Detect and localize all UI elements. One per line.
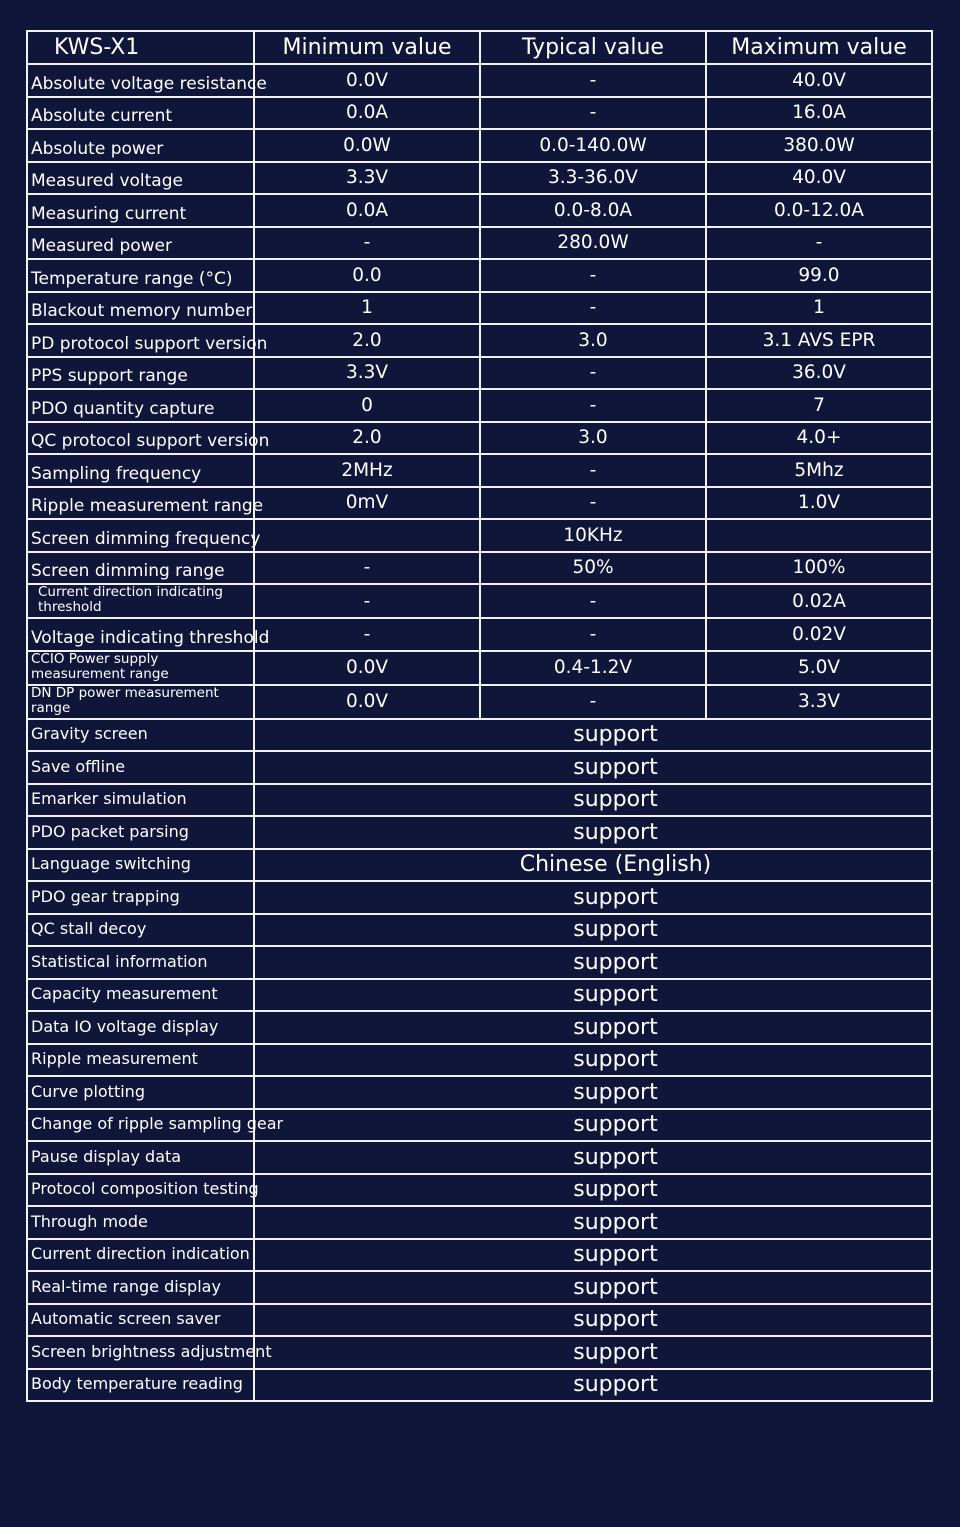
spec-min-value: 3.3V	[254, 357, 480, 390]
feature-row	[27, 719, 932, 752]
feature-label: Change of ripple sampling gear	[27, 1109, 254, 1142]
feature-row	[27, 751, 932, 784]
spec-label: Absolute voltage resistance	[27, 64, 254, 97]
feature-value: support	[254, 784, 932, 817]
spec-row	[27, 584, 932, 618]
feature-value: support	[254, 1336, 932, 1369]
spec-label: Absolute power	[27, 129, 254, 162]
spec-max-value: 380.0W	[706, 129, 932, 162]
feature-value: Chinese (English)	[254, 849, 932, 882]
spec-min-value: -	[254, 227, 480, 260]
spec-row	[27, 454, 932, 487]
spec-typ-value: -	[480, 259, 706, 292]
spec-label: Sampling frequency	[27, 454, 254, 487]
spec-typ-value: 0.0-140.0W	[480, 129, 706, 162]
feature-row	[27, 1336, 932, 1369]
feature-row	[27, 1076, 932, 1109]
feature-row	[27, 1271, 932, 1304]
spec-row	[27, 259, 932, 292]
spec-label: CCIO Power supply measurement range	[27, 651, 254, 685]
feature-label: Current direction indication	[27, 1239, 254, 1272]
spec-min-value: 0.0A	[254, 194, 480, 227]
feature-value: support	[254, 914, 932, 947]
feature-row	[27, 1141, 932, 1174]
feature-row	[27, 816, 932, 849]
spec-label: Current direction indicating threshold	[27, 584, 254, 618]
spec-label: Blackout memory number	[27, 292, 254, 325]
feature-value: support	[254, 719, 932, 752]
feature-row	[27, 1239, 932, 1272]
spec-label: DN DP power measurement range	[27, 685, 254, 719]
spec-max-value	[706, 519, 932, 552]
feature-value: support	[254, 1239, 932, 1272]
spec-label: Measured voltage	[27, 162, 254, 195]
feature-row	[27, 1011, 932, 1044]
feature-value: support	[254, 881, 932, 914]
feature-value: support	[254, 1044, 932, 1077]
spec-max-value: 0.02V	[706, 618, 932, 651]
feature-value: support	[254, 751, 932, 784]
spec-typ-value: 3.0	[480, 422, 706, 455]
feature-row	[27, 784, 932, 817]
feature-label: Through mode	[27, 1206, 254, 1239]
header-maximum: Maximum value	[706, 31, 932, 64]
feature-label: Curve plotting	[27, 1076, 254, 1109]
spec-max-value: 0.02A	[706, 584, 932, 618]
feature-value: support	[254, 1141, 932, 1174]
spec-min-value: 0.0V	[254, 685, 480, 719]
spec-max-value: 36.0V	[706, 357, 932, 390]
spec-min-value: -	[254, 618, 480, 651]
spec-label: Temperature range (°C)	[27, 259, 254, 292]
feature-label: Pause display data	[27, 1141, 254, 1174]
spec-max-value: -	[706, 227, 932, 260]
spec-max-value: 100%	[706, 552, 932, 585]
feature-row	[27, 1109, 932, 1142]
spec-label: Screen dimming frequency	[27, 519, 254, 552]
spec-typ-value: -	[480, 584, 706, 618]
spec-typ-value: -	[480, 685, 706, 719]
feature-value: support	[254, 1109, 932, 1142]
spec-max-value: 99.0	[706, 259, 932, 292]
feature-label: QC stall decoy	[27, 914, 254, 947]
spec-min-value: 0.0W	[254, 129, 480, 162]
spec-typ-value: -	[480, 292, 706, 325]
spec-typ-value: 3.3-36.0V	[480, 162, 706, 195]
spec-typ-value: 50%	[480, 552, 706, 585]
spec-min-value: 2.0	[254, 324, 480, 357]
spec-typ-value: -	[480, 454, 706, 487]
feature-label: Automatic screen saver	[27, 1304, 254, 1337]
feature-row	[27, 1174, 932, 1207]
spec-typ-value: 0.4-1.2V	[480, 651, 706, 685]
spec-row	[27, 422, 932, 455]
feature-label: Capacity measurement	[27, 979, 254, 1012]
spec-min-value: 0	[254, 389, 480, 422]
spec-typ-value: -	[480, 487, 706, 520]
feature-label: Emarker simulation	[27, 784, 254, 817]
spec-row	[27, 324, 932, 357]
spec-max-value: 4.0+	[706, 422, 932, 455]
feature-value: support	[254, 1076, 932, 1109]
spec-min-value	[254, 519, 480, 552]
spec-typ-value: -	[480, 618, 706, 651]
spec-max-value: 3.1 AVS EPR	[706, 324, 932, 357]
feature-row	[27, 1044, 932, 1077]
feature-value: support	[254, 1206, 932, 1239]
spec-label: Measured power	[27, 227, 254, 260]
spec-typ-value: 0.0-8.0A	[480, 194, 706, 227]
spec-min-value: 0mV	[254, 487, 480, 520]
spec-min-value: 2MHz	[254, 454, 480, 487]
feature-label: Language switching	[27, 849, 254, 882]
feature-value: support	[254, 1271, 932, 1304]
spec-typ-value: -	[480, 64, 706, 97]
spec-row	[27, 227, 932, 260]
spec-row	[27, 357, 932, 390]
spec-typ-value: 10KHz	[480, 519, 706, 552]
spec-min-value: 2.0	[254, 422, 480, 455]
feature-label: Save offline	[27, 751, 254, 784]
feature-value: support	[254, 1369, 932, 1402]
spec-max-value: 40.0V	[706, 64, 932, 97]
header-row	[27, 31, 932, 64]
feature-label: Protocol composition testing	[27, 1174, 254, 1207]
spec-label: Ripple measurement range	[27, 487, 254, 520]
spec-min-value: 0.0V	[254, 64, 480, 97]
spec-row	[27, 194, 932, 227]
spec-max-value: 7	[706, 389, 932, 422]
spec-row	[27, 389, 932, 422]
spec-min-value: 0.0	[254, 259, 480, 292]
feature-row	[27, 946, 932, 979]
feature-value: support	[254, 816, 932, 849]
feature-row	[27, 849, 932, 882]
spec-row	[27, 618, 932, 651]
spec-min-value: -	[254, 552, 480, 585]
spec-min-value: 1	[254, 292, 480, 325]
feature-label: Data IO voltage display	[27, 1011, 254, 1044]
spec-typ-value: -	[480, 357, 706, 390]
spec-min-value: 3.3V	[254, 162, 480, 195]
spec-typ-value: -	[480, 389, 706, 422]
spec-row	[27, 552, 932, 585]
spec-max-value: 5.0V	[706, 651, 932, 685]
spec-row	[27, 292, 932, 325]
feature-label: Screen brightness adjustment	[27, 1336, 254, 1369]
header-minimum: Minimum value	[254, 31, 480, 64]
feature-value: support	[254, 979, 932, 1012]
spec-label: Measuring current	[27, 194, 254, 227]
spec-row	[27, 162, 932, 195]
feature-label: PDO gear trapping	[27, 881, 254, 914]
spec-label: Absolute current	[27, 97, 254, 130]
spec-row	[27, 651, 932, 685]
feature-row	[27, 914, 932, 947]
spec-label: PPS support range	[27, 357, 254, 390]
spec-typ-value: 280.0W	[480, 227, 706, 260]
feature-row	[27, 979, 932, 1012]
spec-max-value: 16.0A	[706, 97, 932, 130]
feature-value: support	[254, 946, 932, 979]
header-typical: Typical value	[480, 31, 706, 64]
header-model: KWS-X1	[27, 31, 254, 64]
spec-min-value: -	[254, 584, 480, 618]
spec-row	[27, 487, 932, 520]
feature-row	[27, 1369, 932, 1402]
spec-label: PDO quantity capture	[27, 389, 254, 422]
spec-label: PD protocol support version	[27, 324, 254, 357]
spec-row	[27, 685, 932, 719]
feature-label: Body temperature reading	[27, 1369, 254, 1402]
feature-row	[27, 1206, 932, 1239]
spec-max-value: 40.0V	[706, 162, 932, 195]
spec-min-value: 0.0A	[254, 97, 480, 130]
spec-max-value: 0.0-12.0A	[706, 194, 932, 227]
spec-row	[27, 519, 932, 552]
spec-max-value: 1.0V	[706, 487, 932, 520]
spec-row	[27, 64, 932, 97]
feature-label: Ripple measurement	[27, 1044, 254, 1077]
spec-max-value: 5Mhz	[706, 454, 932, 487]
feature-value: support	[254, 1174, 932, 1207]
spec-max-value: 1	[706, 292, 932, 325]
spec-min-value: 0.0V	[254, 651, 480, 685]
feature-label: Statistical information	[27, 946, 254, 979]
spec-label: QC protocol support version	[27, 422, 254, 455]
spec-label: Screen dimming range	[27, 552, 254, 585]
spec-table	[26, 30, 933, 1402]
feature-value: support	[254, 1011, 932, 1044]
feature-label: Gravity screen	[27, 719, 254, 752]
spec-typ-value: -	[480, 97, 706, 130]
spec-label: Voltage indicating threshold	[27, 618, 254, 651]
spec-row	[27, 129, 932, 162]
feature-label: Real-time range display	[27, 1271, 254, 1304]
feature-row	[27, 881, 932, 914]
spec-row	[27, 97, 932, 130]
spec-typ-value: 3.0	[480, 324, 706, 357]
feature-row	[27, 1304, 932, 1337]
spec-max-value: 3.3V	[706, 685, 932, 719]
feature-value: support	[254, 1304, 932, 1337]
feature-label: PDO packet parsing	[27, 816, 254, 849]
